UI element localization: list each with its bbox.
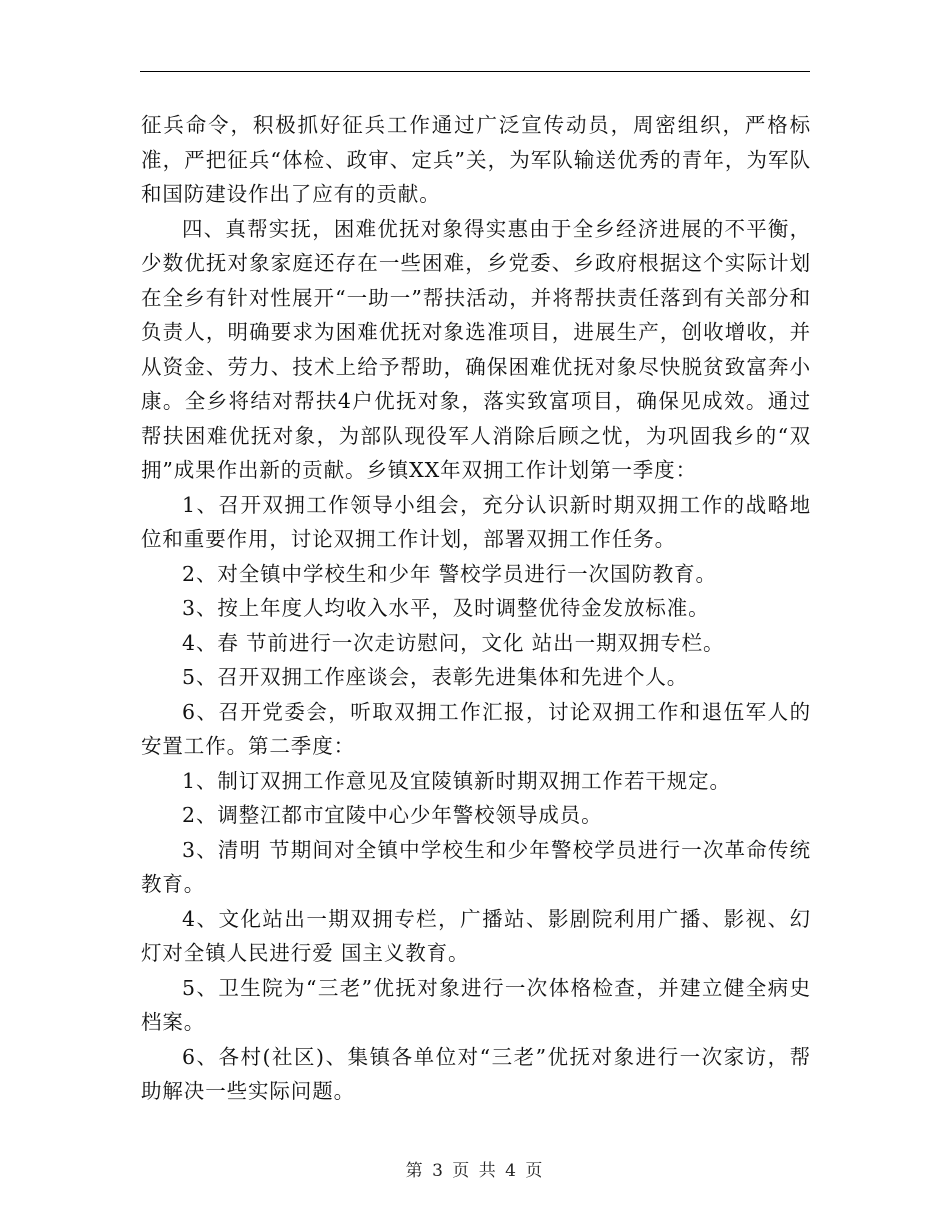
paragraph: 四、真帮实抚，困难优抚对象得实惠由于全乡经济进展的不平衡，少数优抚对象家庭还存在一些困难，乡党委、乡政府根据这个实际计划在全乡有针对性展开“一助一”帮扶活动，并将帮扶责任落到有关部分和负责人，明确要求为困难优抚对象选准项目，进展生产，创收增收，并从资金、劳力、技术上给予帮助，确保困难优抚对象尽快脱贫致富奔小康。全乡将结对帮扶4户优抚对象，落实致富项目，确保见成效。通过帮扶困难优抚对象，为部队现役军人消除后顾之忧，为巩固我乡的“双拥”成果作出新的贡献。乡镇XX年双拥工作计划第一季度： — [141, 216, 811, 482]
paragraph: 6、召开党委会，听取双拥工作汇报，讨论双拥工作和退伍军人的安置工作。第二季度： — [141, 699, 811, 758]
paragraph: 5、召开双拥工作座谈会，表彰先进集体和先进个人。 — [182, 665, 689, 689]
paragraph: 2、调整江都市宜陵中心少年警校领导成员。 — [182, 803, 603, 827]
header-rule — [140, 71, 810, 72]
paragraph: 1、召开双拥工作领导小组会，充分认识新时期双拥工作的战略地位和重要作用，讨论双拥工作计划，部署双拥工作任务。 — [141, 492, 811, 551]
document-body — [141, 108, 811, 1109]
paragraph: 4、文化站出一期双拥专栏，广播站、影剧院利用广播、影视、幻灯对全镇人民进行爱 国主义教育。 — [141, 906, 811, 965]
paragraph: 3、按上年度人均收入水平，及时调整优待金发放标准。 — [182, 596, 710, 620]
paragraph: 6、各村(社区)、集镇各单位对“三老”优抚对象进行一次家访，帮助解决一些实际问题。 — [141, 1044, 811, 1103]
page-number: 第 3 页 共 4 页 — [405, 1161, 545, 1181]
paragraph: 1、制订双拥工作意见及宜陵镇新时期双拥工作若干规定。 — [182, 768, 731, 793]
paragraph: 4、春 节前进行一次走访慰问，文化 站出一期双拥专栏。 — [182, 630, 725, 655]
paragraph: 2、对全镇中学校生和少年 警校学员进行一次国防教育。 — [182, 561, 717, 586]
paragraph: 征兵命令，积极抓好征兵工作通过广泛宣传动员，周密组织，严格标准，严把征兵“体检、政审、定兵”关，为军队输送优秀的青年，为军队和国防建设作出了应有的贡献。 — [141, 113, 811, 206]
paragraph: 3、清明 节期间对全镇中学校生和少年警校学员进行一次革命传统教育。 — [141, 837, 811, 896]
paragraph: 5、卫生院为“三老”优抚对象进行一次体格检查，并建立健全病史档案。 — [141, 975, 811, 1034]
